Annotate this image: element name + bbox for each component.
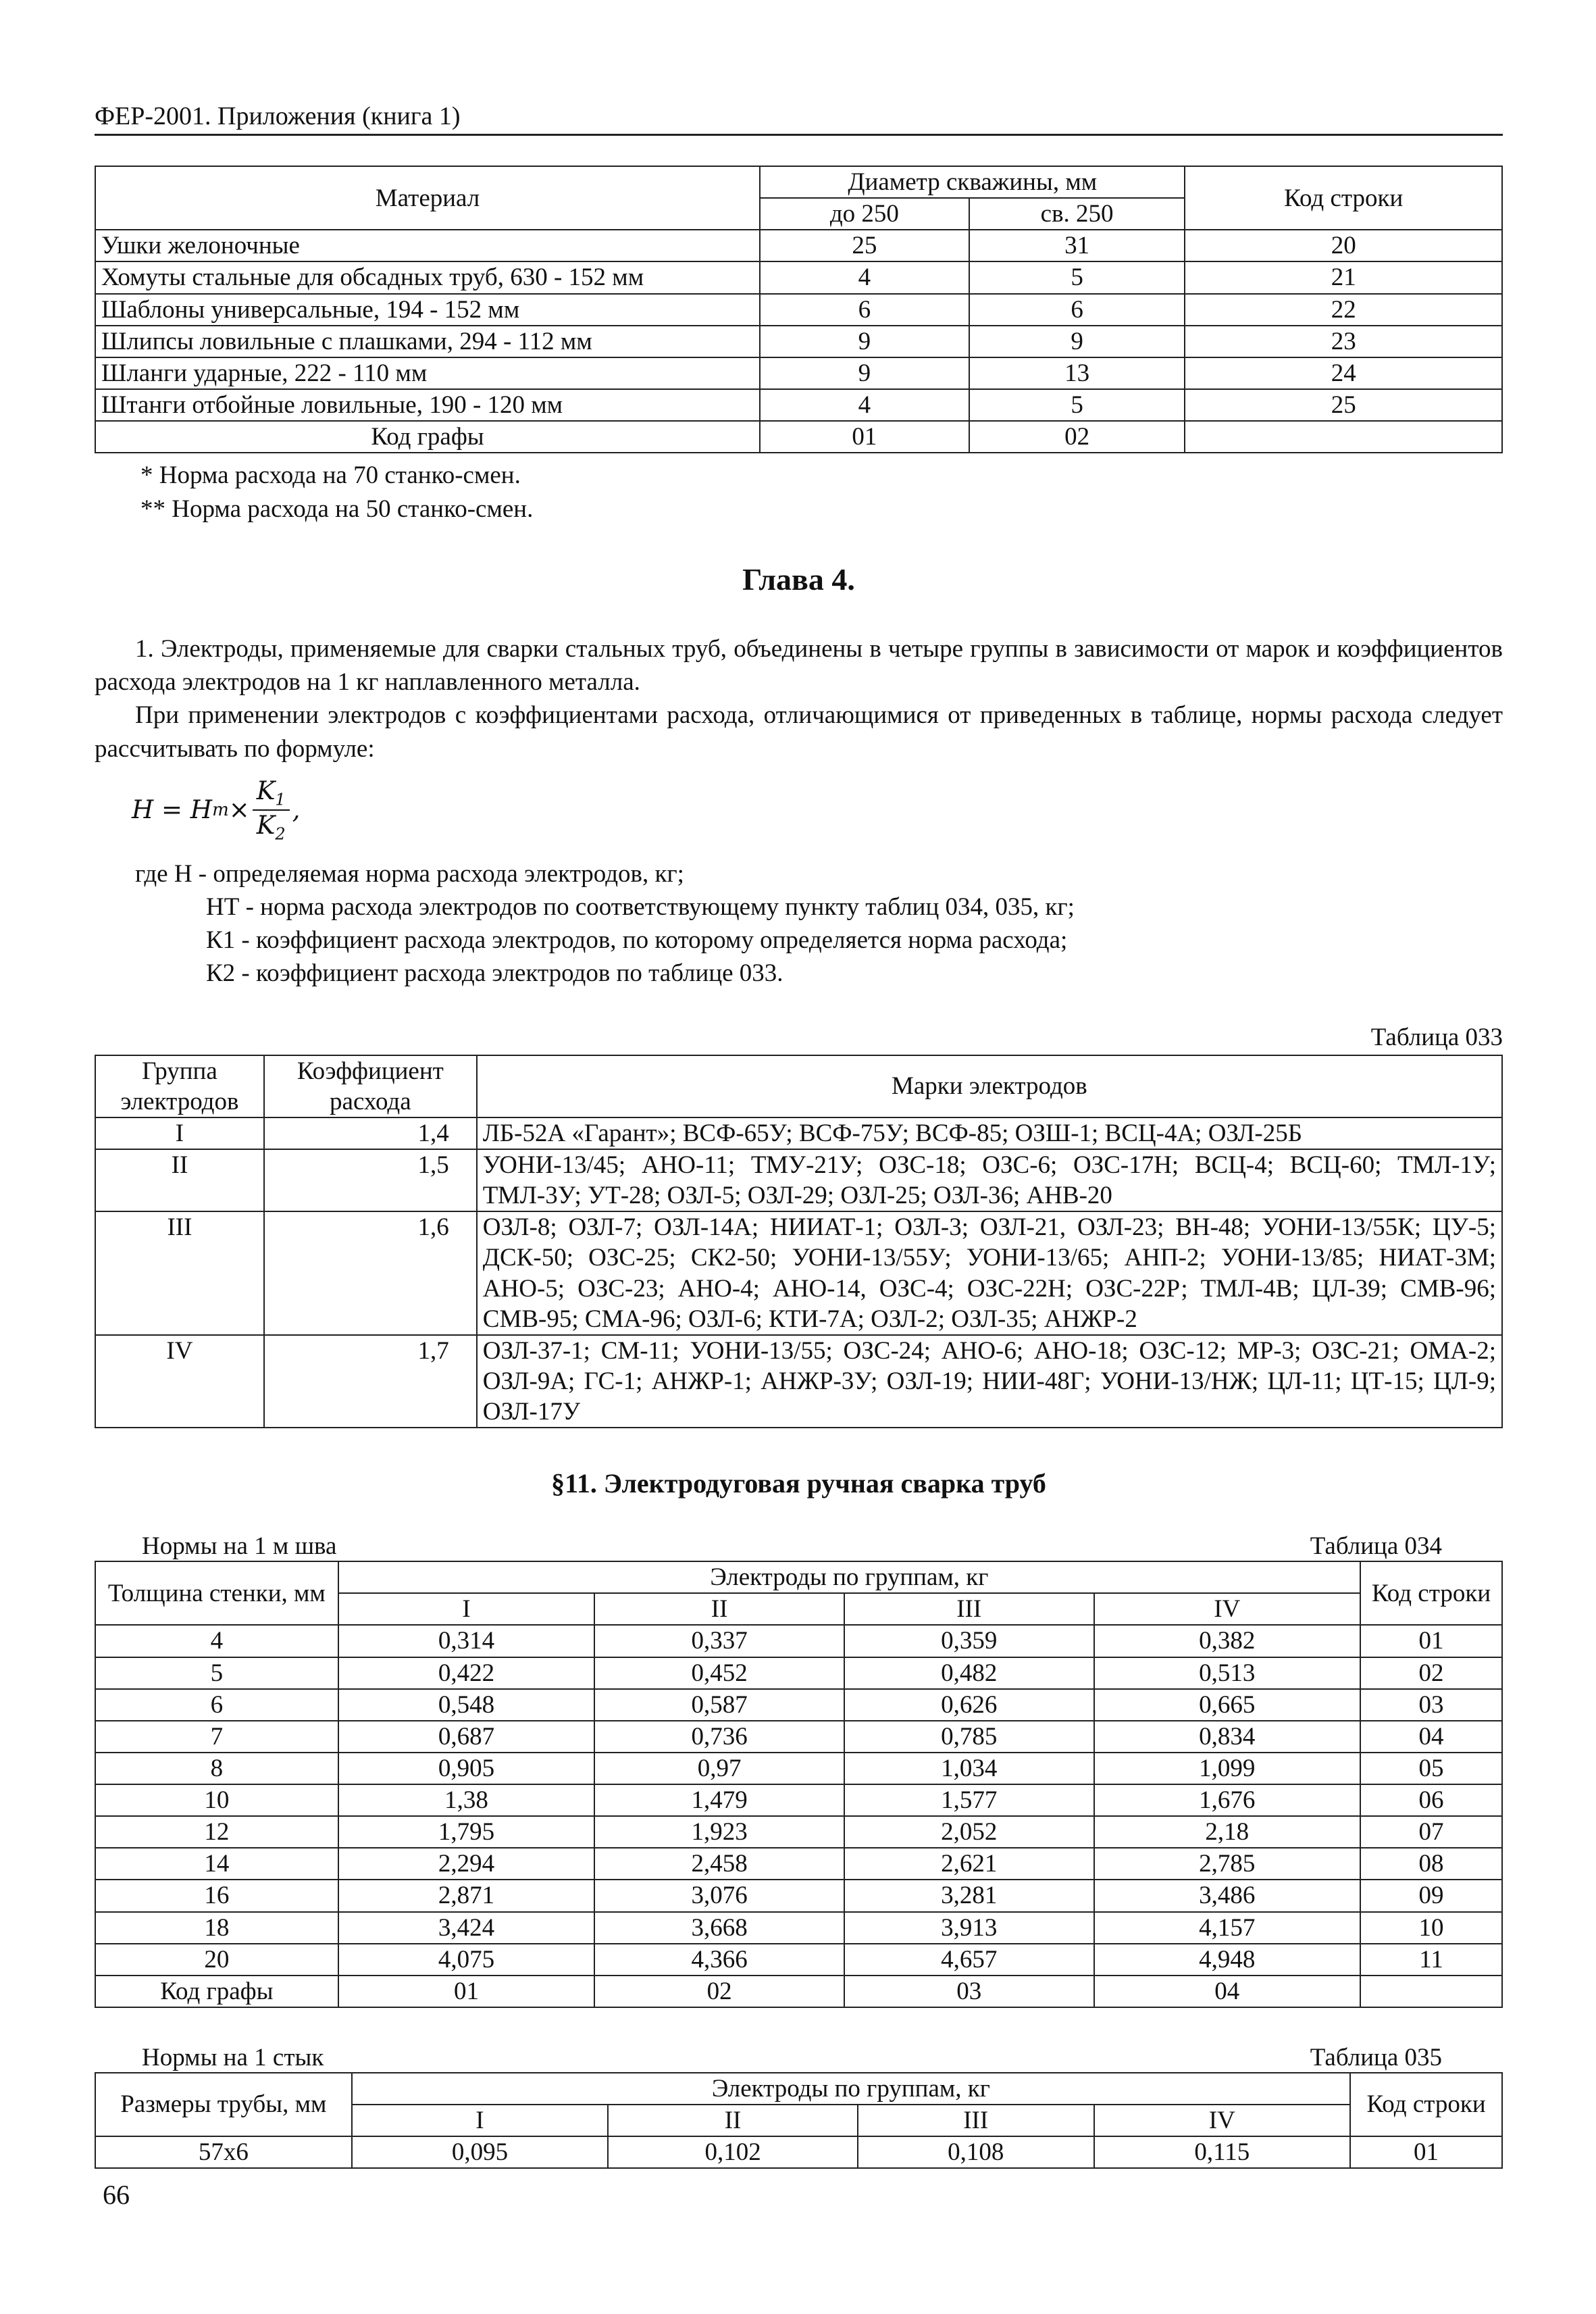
table-row xyxy=(95,389,1502,421)
value-cell: 1,38 xyxy=(338,1784,595,1816)
footer-cell: 04 xyxy=(1094,1976,1361,2007)
value-cell: 2,18 xyxy=(1094,1816,1361,1848)
group-header: I xyxy=(352,2105,609,2136)
code-cell: 01 xyxy=(1360,1625,1502,1657)
code-cell: 21 xyxy=(1185,261,1502,293)
formula-times: × xyxy=(228,795,250,825)
value-cell: 0,108 xyxy=(858,2136,1094,2168)
table-row xyxy=(95,230,1502,261)
code-cell: 07 xyxy=(1360,1816,1502,1848)
value-cell: 0,626 xyxy=(844,1689,1094,1721)
thickness-cell: 7 xyxy=(95,1721,338,1753)
value-cell: 0,97 xyxy=(594,1753,844,1784)
formula-den-sub: 2 xyxy=(275,824,286,844)
table-row xyxy=(95,1753,1502,1784)
col-header-diameter: Диаметр скважины, мм xyxy=(760,166,1185,198)
group-header: II xyxy=(594,1593,844,1625)
col-header-groups: Электроды по группам, кг xyxy=(338,1561,1360,1593)
value-cell: 9 xyxy=(969,326,1185,357)
value-cell: 5 xyxy=(969,389,1185,421)
material-name-cell: Хомуты стальные для обсадных труб, 630 - 152 мм xyxy=(95,261,760,293)
value-cell: 0,337 xyxy=(594,1625,844,1657)
value-cell: 0,452 xyxy=(594,1657,844,1689)
value-cell: 1,034 xyxy=(844,1753,1094,1784)
code-cell: 09 xyxy=(1360,1880,1502,1911)
thickness-cell: 18 xyxy=(95,1912,338,1944)
table-row xyxy=(95,261,1502,293)
group-cell: II xyxy=(95,1149,264,1211)
definition-line: НТ - норма расхода электродов по соответствующему пункту таблиц 034, 035, кг; xyxy=(206,893,1075,922)
thickness-cell: 10 xyxy=(95,1784,338,1816)
group-header: III xyxy=(844,1593,1094,1625)
value-cell: 0,736 xyxy=(594,1721,844,1753)
value-cell: 1,923 xyxy=(594,1816,844,1848)
footer-label: Код графы xyxy=(95,1976,338,2007)
value-cell: 3,486 xyxy=(1094,1880,1361,1911)
value-cell: 3,668 xyxy=(594,1912,844,1944)
electrode-groups-table xyxy=(95,1055,1503,1429)
value-cell: 0,548 xyxy=(338,1689,595,1721)
brands-cell: ОЗЛ-8; ОЗЛ-7; ОЗЛ-14А; НИИАТ-1; ОЗЛ-3; ОЗЛ-21, ОЗЛ-23; ВН-48; УОНИ-13/55К; ЦУ-5; ДСК-50; ОЗС-25; СК2-50; УОНИ-13/55У; УОНИ-13/65; АНП-2; УОНИ-13/85; НИАТ-3М; АНО-5; ОЗС-23; АНО-4; АНО-14, ОЗС-4; ОЗС-22Н; ОЗС-22Р; ТМЛ-4В; ЦЛ-39; СМВ-96; СМВ-95; СМА-96; ОЗЛ-6; КТИ-7А; ОЗЛ-2; ОЗЛ-35; АНЖР-2 xyxy=(477,1211,1502,1335)
value-cell: 4,366 xyxy=(594,1944,844,1976)
table-row xyxy=(95,1848,1502,1880)
value-cell: 0,834 xyxy=(1094,1721,1361,1753)
code-cell: 08 xyxy=(1360,1848,1502,1880)
table-row xyxy=(95,294,1502,326)
col-header-group: Группа электродов xyxy=(95,1055,264,1117)
table-row xyxy=(95,1689,1502,1721)
footer-cell: 02 xyxy=(969,421,1185,453)
col-header-brands: Марки электродов xyxy=(477,1055,1502,1117)
value-cell: 0,422 xyxy=(338,1657,595,1689)
code-cell: 04 xyxy=(1360,1721,1502,1753)
footer-cell: 01 xyxy=(760,421,969,453)
code-cell: 11 xyxy=(1360,1944,1502,1976)
footer-cell: 02 xyxy=(594,1976,844,2007)
table-left-caption: Нормы на 1 стык xyxy=(142,2043,324,2071)
material-name-cell: Шланги ударные, 222 - 110 мм xyxy=(95,357,760,389)
table-left-caption: Нормы на 1 м шва xyxy=(142,1532,337,1561)
value-cell: 0,513 xyxy=(1094,1657,1361,1689)
footer-cell xyxy=(1185,421,1502,453)
group-cell: IV xyxy=(95,1335,264,1428)
table-row xyxy=(95,1117,1502,1149)
thickness-cell: 12 xyxy=(95,1816,338,1848)
table-row xyxy=(95,1657,1502,1689)
brands-cell: ОЗЛ-37-1; СМ-11; УОНИ-13/55; ОЗС-24; АНО-6; АНО-18; ОЗС-12; МР-3; ОЗС-21; ОМА-2; ОЗЛ-9А; ГС-1; АНЖР-1; АНЖР-3У; ОЗЛ-19; НИИ-48Г; УОНИ-13/НЖ; ЦЛ-11; ЦТ-15; ЦЛ-9; ОЗЛ-17У xyxy=(477,1335,1502,1428)
value-cell: 1,577 xyxy=(844,1784,1094,1816)
table-row xyxy=(95,1625,1502,1657)
footnote: ** Норма расхода на 50 станко-смен. xyxy=(140,495,534,524)
section-title: §11. Электродуговая ручная сварка труб xyxy=(551,1468,1046,1499)
col-header-size: Размеры трубы, мм xyxy=(95,2073,352,2136)
value-cell: 1,795 xyxy=(338,1816,595,1848)
material-name-cell: Штанги отбойные ловильные, 190 - 120 мм xyxy=(95,389,760,421)
col-header-coef: Коэффициент расхода xyxy=(264,1055,477,1117)
table-row xyxy=(95,1912,1502,1944)
running-header: ФЕР-2001. Приложения (книга 1) xyxy=(95,101,1503,136)
group-header: I xyxy=(338,1593,595,1625)
brands-cell: УОНИ-13/45; АНО-11; ТМУ-21У; ОЗС-18; ОЗС-6; ОЗС-17Н; ВСЦ-4; ВСЦ-60; ТМЛ-1У; ТМЛ-3У; УТ-28; ОЗЛ-5; ОЗЛ-29; ОЗЛ-25; ОЗЛ-36; АНВ-20 xyxy=(477,1149,1502,1211)
value-cell: 2,458 xyxy=(594,1848,844,1880)
table-row xyxy=(95,1211,1502,1335)
col-header-material: Материал xyxy=(95,166,760,230)
value-cell: 2,785 xyxy=(1094,1848,1361,1880)
formula-den: K xyxy=(256,810,276,840)
table-row xyxy=(95,357,1502,389)
joint-norms-table xyxy=(95,2072,1503,2169)
document-page xyxy=(95,101,1503,2169)
table-row xyxy=(95,1335,1502,1428)
definitions xyxy=(135,857,1503,990)
footer-cell: 01 xyxy=(338,1976,595,2007)
table-row xyxy=(95,1149,1502,1211)
definition-line: где Н - определяемая норма расхода электродов, кг; xyxy=(135,859,684,888)
table-row xyxy=(95,2136,1502,2168)
weld-norms-table xyxy=(95,1561,1503,2008)
value-cell: 5 xyxy=(969,261,1185,293)
material-name-cell: Шаблоны универсальные, 194 - 152 мм xyxy=(95,294,760,326)
paragraph: При применении электродов с коэффициентами расхода, отличающимися от приведенных в таблице, нормы расхода следует рассчитывать по формуле: xyxy=(95,701,1503,763)
col-header-code: Код строки xyxy=(1350,2073,1502,2136)
material-name-cell: Ушки желоночные xyxy=(95,230,760,261)
paragraph: 1. Электроды, применяемые для сварки стальных труб, объединены в четыре группы в зависимости от марок и коэффициентов расхода электродов на 1 кг наплавленного металла. xyxy=(95,635,1503,697)
code-cell: 01 xyxy=(1350,2136,1502,2168)
thickness-cell: 16 xyxy=(95,1880,338,1911)
formula-sub: т xyxy=(212,799,229,820)
value-cell: 4,075 xyxy=(338,1944,595,1976)
code-cell: 22 xyxy=(1185,294,1502,326)
group-cell: III xyxy=(95,1211,264,1335)
definition-line: К2 - коэффициент расхода электродов по таблице 033. xyxy=(206,959,783,988)
coef-cell: 1,5 xyxy=(264,1149,477,1211)
definition-line: К1 - коэффициент расхода электродов, по которому определяется норма расхода; xyxy=(206,926,1068,955)
value-cell: 0,382 xyxy=(1094,1625,1361,1657)
chapter-title: Глава 4. xyxy=(742,562,855,597)
page-number: 66 xyxy=(103,2180,130,2210)
value-cell: 9 xyxy=(760,357,969,389)
col-header-thickness: Толщина стенки, мм xyxy=(95,1561,338,1625)
table-row xyxy=(95,1721,1502,1753)
col-header-groups: Электроды по группам, кг xyxy=(352,2073,1350,2105)
brands-cell: ЛБ-52А «Гарант»; ВСФ-65У; ВСФ-75У; ВСФ-85; ОЗШ-1; ВСЦ-4А; ОЗЛ-25Б xyxy=(477,1117,1502,1149)
footer-cell xyxy=(1360,1976,1502,2007)
value-cell: 0,314 xyxy=(338,1625,595,1657)
value-cell: 0,482 xyxy=(844,1657,1094,1689)
thickness-cell: 14 xyxy=(95,1848,338,1880)
code-cell: 24 xyxy=(1185,357,1502,389)
material-name-cell: Шлипсы ловильные с плашками, 294 - 112 мм xyxy=(95,326,760,357)
materials-table xyxy=(95,166,1503,453)
col-header-code: Код строки xyxy=(1360,1561,1502,1625)
value-cell: 2,621 xyxy=(844,1848,1094,1880)
value-cell: 2,871 xyxy=(338,1880,595,1911)
thickness-cell: 5 xyxy=(95,1657,338,1689)
formula-num-sub: 1 xyxy=(275,790,286,809)
table-caption: Таблица 035 xyxy=(1310,2043,1442,2071)
value-cell: 0,359 xyxy=(844,1625,1094,1657)
thickness-cell: 8 xyxy=(95,1753,338,1784)
table-caption: Таблица 033 xyxy=(1370,1023,1503,1051)
table-row xyxy=(95,1944,1502,1976)
value-cell: 4,657 xyxy=(844,1944,1094,1976)
value-cell: 2,294 xyxy=(338,1848,595,1880)
table-row xyxy=(95,1816,1502,1848)
value-cell: 31 xyxy=(969,230,1185,261)
value-cell: 4,157 xyxy=(1094,1912,1361,1944)
code-cell: 10 xyxy=(1360,1912,1502,1944)
value-cell: 3,424 xyxy=(338,1912,595,1944)
group-header: II xyxy=(608,2105,858,2136)
coef-cell: 1,4 xyxy=(264,1117,477,1149)
value-cell: 25 xyxy=(760,230,969,261)
code-cell: 05 xyxy=(1360,1753,1502,1784)
formula-num: K xyxy=(256,776,276,806)
value-cell: 0,905 xyxy=(338,1753,595,1784)
code-cell: 06 xyxy=(1360,1784,1502,1816)
value-cell: 0,115 xyxy=(1094,2136,1351,2168)
formula xyxy=(132,770,1503,851)
value-cell: 3,913 xyxy=(844,1912,1094,1944)
value-cell: 1,676 xyxy=(1094,1784,1361,1816)
table-row xyxy=(95,326,1502,357)
table-row xyxy=(95,1880,1502,1911)
size-cell: 57x6 xyxy=(95,2136,352,2168)
value-cell: 0,687 xyxy=(338,1721,595,1753)
group-header: III xyxy=(858,2105,1094,2136)
group-cell: I xyxy=(95,1117,264,1149)
code-cell: 03 xyxy=(1360,1689,1502,1721)
value-cell: 6 xyxy=(969,294,1185,326)
table-row xyxy=(95,1784,1502,1816)
group-header: IV xyxy=(1094,2105,1351,2136)
thickness-cell: 20 xyxy=(95,1944,338,1976)
code-cell: 02 xyxy=(1360,1657,1502,1689)
coef-cell: 1,6 xyxy=(264,1211,477,1335)
value-cell: 3,281 xyxy=(844,1880,1094,1911)
value-cell: 0,587 xyxy=(594,1689,844,1721)
col-subheader: св. 250 xyxy=(969,198,1185,230)
value-cell: 13 xyxy=(969,357,1185,389)
value-cell: 4,948 xyxy=(1094,1944,1361,1976)
value-cell: 3,076 xyxy=(594,1880,844,1911)
value-cell: 1,099 xyxy=(1094,1753,1361,1784)
value-cell: 4 xyxy=(760,261,969,293)
value-cell: 0,102 xyxy=(608,2136,858,2168)
value-cell: 6 xyxy=(760,294,969,326)
formula-tail: , xyxy=(292,795,301,825)
footer-label: Код графы xyxy=(95,421,760,453)
thickness-cell: 4 xyxy=(95,1625,338,1657)
col-header-code: Код строки xyxy=(1185,166,1502,230)
formula-lhs: H = H xyxy=(132,795,213,825)
col-subheader: до 250 xyxy=(760,198,969,230)
code-cell: 25 xyxy=(1185,389,1502,421)
thickness-cell: 6 xyxy=(95,1689,338,1721)
value-cell: 0,665 xyxy=(1094,1689,1361,1721)
value-cell: 1,479 xyxy=(594,1784,844,1816)
value-cell: 9 xyxy=(760,326,969,357)
footnote: * Норма расхода на 70 станко-смен. xyxy=(140,461,521,490)
formula-fraction xyxy=(253,776,290,843)
code-cell: 20 xyxy=(1185,230,1502,261)
value-cell: 0,095 xyxy=(352,2136,609,2168)
group-header: IV xyxy=(1094,1593,1361,1625)
coef-cell: 1,7 xyxy=(264,1335,477,1428)
value-cell: 0,785 xyxy=(844,1721,1094,1753)
table-caption: Таблица 034 xyxy=(1310,1532,1442,1561)
footer-cell: 03 xyxy=(844,1976,1094,2007)
value-cell: 2,052 xyxy=(844,1816,1094,1848)
value-cell: 4 xyxy=(760,389,969,421)
code-cell: 23 xyxy=(1185,326,1502,357)
